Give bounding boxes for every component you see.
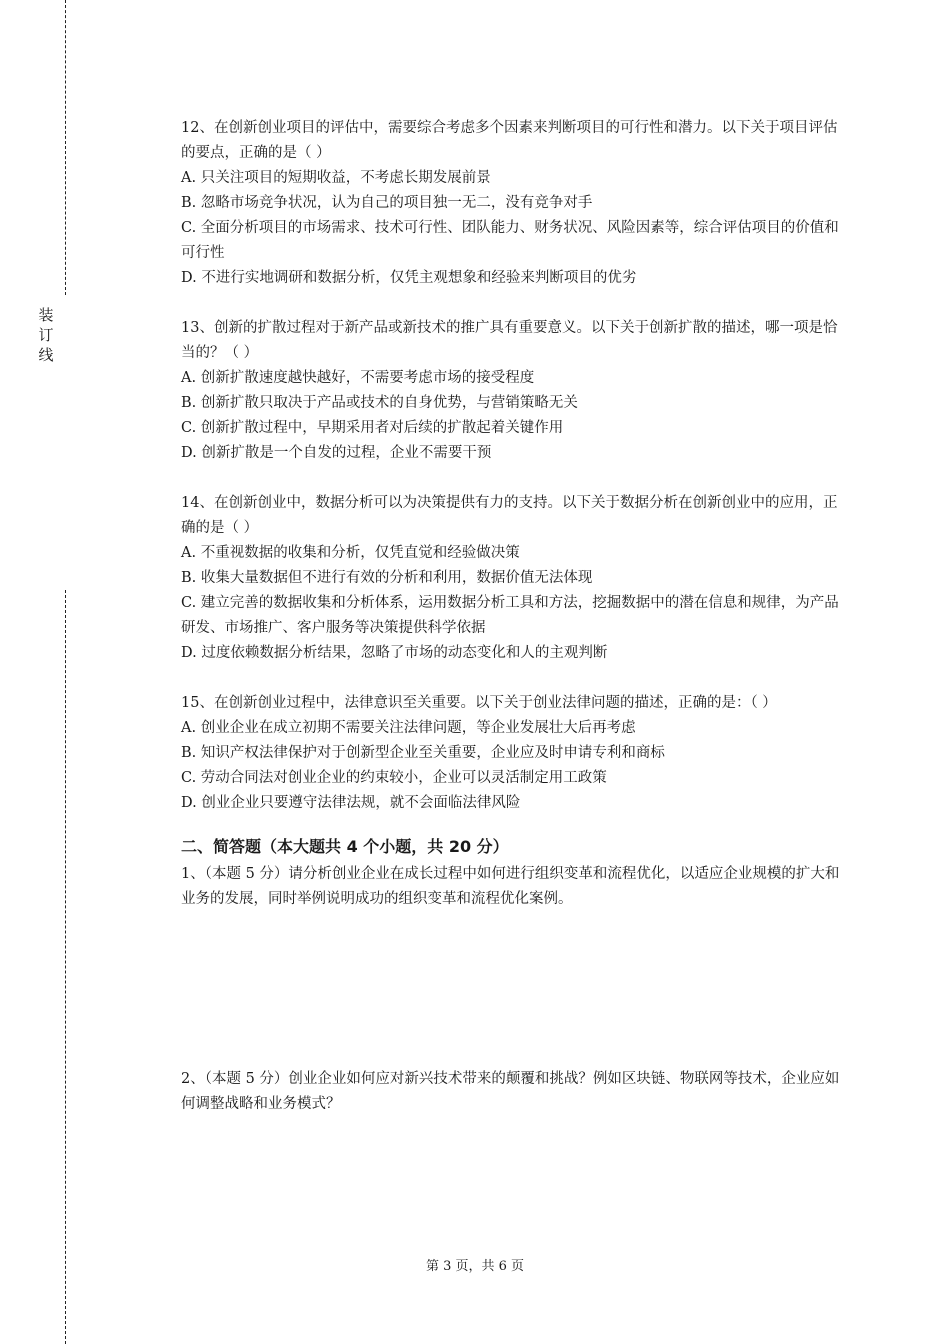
question-stem: 13、创新的扩散过程对于新产品或新技术的推广具有重要意义。以下关于创新扩散的描述，哪一项是恰当的？（ ） bbox=[181, 320, 838, 361]
binding-label-char: 装 bbox=[38, 306, 54, 324]
question-13 bbox=[181, 316, 843, 466]
question-option: D. 创新扩散是一个自发的过程，企业不需要干预 bbox=[181, 445, 492, 461]
page-number: 第 3 页，共 6 页 bbox=[425, 1259, 525, 1274]
question-option: B. 收集大量数据但不进行有效的分析和利用，数据价值无法体现 bbox=[181, 570, 593, 586]
question-option: A. 创新扩散速度越快越好，不需要考虑市场的接受程度 bbox=[181, 370, 535, 386]
question-option: A. 创业企业在成立初期不需要关注法律问题，等企业发展壮大后再考虑 bbox=[181, 720, 636, 736]
question-stem: 14、在创新创业中，数据分析可以为决策提供有力的支持。以下关于数据分析在创新创业中的应用，正确的是（ ） bbox=[181, 495, 838, 536]
binding-label-char: 订 bbox=[38, 326, 54, 344]
question-option: C. 劳动合同法对创业企业的约束较小，企业可以灵活制定用工政策 bbox=[181, 770, 607, 786]
question-option: C. 全面分析项目的市场需求、技术可行性、团队能力、财务状况、风险因素等，综合评估项目的价值和可行性 bbox=[181, 220, 839, 261]
question-14 bbox=[181, 491, 843, 666]
section-heading: 二、简答题（本大题共 4 个小题，共 20 分） bbox=[181, 837, 509, 856]
question-15 bbox=[181, 691, 843, 816]
question-12 bbox=[181, 116, 843, 291]
question-stem: 15、在创新创业过程中，法律意识至关重要。以下关于创业法律问题的描述，正确的是：（ ） bbox=[181, 695, 777, 711]
question-option: A. 不重视数据的收集和分析，仅凭直觉和经验做决策 bbox=[181, 545, 520, 561]
question-option: B. 知识产权法律保护对于创新型企业至关重要，企业应及时申请专利和商标 bbox=[181, 745, 665, 761]
binding-dashed-line-top bbox=[65, 0, 66, 295]
question-option: B. 创新扩散只取决于产品或技术的自身优势，与营销策略无关 bbox=[181, 395, 578, 411]
question-option: B. 忽略市场竞争状况，认为自己的项目独一无二，没有竞争对手 bbox=[181, 195, 593, 211]
question-option: C. 创新扩散过程中，早期采用者对后续的扩散起着关键作用 bbox=[181, 420, 564, 436]
binding-label-char: 线 bbox=[38, 346, 54, 364]
question-option: D. 过度依赖数据分析结果，忽略了市场的动态变化和人的主观判断 bbox=[181, 645, 608, 661]
question-option: C. 建立完善的数据收集和分析体系，运用数据分析工具和方法，挖掘数据中的潜在信息和规律，为产品研发、市场推广、客户服务等决策提供科学依据 bbox=[181, 595, 839, 636]
exam-content bbox=[181, 116, 843, 1117]
question-stem: 12、在创新创业项目的评估中，需要综合考虑多个因素来判断项目的可行性和潜力。以下关于项目评估的要点，正确的是（ ） bbox=[181, 120, 838, 161]
short-answer-question-1: 1、（本题 5 分）请分析创业企业在成长过程中如何进行组织变革和流程优化，以适应企业规模的扩大和业务的发展，同时举例说明成功的组织变革和流程优化案例。 bbox=[181, 866, 840, 907]
question-option: D. 创业企业只要遵守法律法规，就不会面临法律风险 bbox=[181, 795, 521, 811]
question-option: D. 不进行实地调研和数据分析，仅凭主观想象和经验来判断项目的优劣 bbox=[181, 270, 637, 286]
binding-line-label bbox=[36, 305, 56, 365]
question-option: A. 只关注项目的短期收益，不考虑长期发展前景 bbox=[181, 170, 491, 186]
short-answer-question-2: 2、（本题 5 分）创业企业如何应对新兴技术带来的颠覆和挑战？例如区块链、物联网等技术，企业应如何调整战略和业务模式？ bbox=[181, 1071, 840, 1112]
binding-dashed-line-bottom bbox=[65, 590, 66, 1344]
